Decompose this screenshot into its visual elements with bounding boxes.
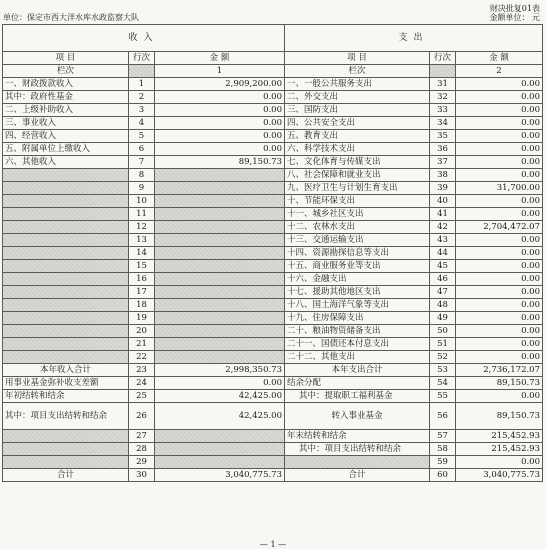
income-amount-cell [155,195,285,208]
expense-line-cell: 33 [430,104,456,117]
expense-item-cell: 十三、交通运输支出 [285,234,430,247]
table-row [3,182,543,195]
income-item-cell: 三、事业收入 [3,117,129,130]
expense-line-cell: 48 [430,299,456,312]
expense-amount-cell: 215,452.93 [456,430,543,443]
income-amount-cell [155,338,285,351]
income-item-cell [3,456,129,469]
expense-col-index: 2 [456,65,543,78]
income-line-cell: 13 [129,234,155,247]
expense-item-cell: 其中：提取职工福利基金 [285,390,430,403]
expense-line-cell: 59 [430,456,456,469]
income-amount-cell [155,234,285,247]
expense-item-cell: 十七、援助其他地区支出 [285,286,430,299]
income-amount-cell: 0.00 [155,377,285,390]
expense-item-cell [285,456,430,469]
expense-line-cell: 50 [430,325,456,338]
expense-amount-cell: 2,704,472.07 [456,221,543,234]
table-row [3,351,543,364]
income-amount-cell: 0.00 [155,143,285,156]
income-line-cell: 10 [129,195,155,208]
income-item-cell: 五、附属单位上缴收入 [3,143,129,156]
expense-amount-cell: 0.00 [456,234,543,247]
table-row [3,247,543,260]
expense-amount-cell: 0.00 [456,208,543,221]
income-item-cell: 本年收入合计 [3,364,129,377]
expense-section-header: 支出 [285,25,543,52]
income-amount-cell: 0.00 [155,104,285,117]
income-item-cell [3,325,129,338]
expense-item-cell: 本年支出合计 [285,364,430,377]
hatched-cell [430,65,456,78]
income-line-cell: 6 [129,143,155,156]
income-item-cell [3,273,129,286]
expense-line-cell: 40 [430,195,456,208]
hatched-cell [129,65,155,78]
amount-unit: 金额单位： 元 [489,13,540,22]
income-line-cell: 12 [129,221,155,234]
income-line-cell: 7 [129,156,155,169]
table-row [3,78,543,91]
income-line-header: 行次 [129,52,155,65]
income-line-cell: 26 [129,403,155,430]
expense-line-cell: 46 [430,273,456,286]
expense-amount-cell: 0.00 [456,156,543,169]
table-row [3,325,543,338]
table-row [3,130,543,143]
income-line-cell: 1 [129,78,155,91]
table-row [3,208,543,221]
expense-amount-cell: 0.00 [456,91,543,104]
expense-item-cell: 十五、商业服务业等支出 [285,260,430,273]
income-amount-cell [155,430,285,443]
expense-line-cell: 49 [430,312,456,325]
expense-item-cell: 八、社会保障和就业支出 [285,169,430,182]
expense-line-cell: 35 [430,130,456,143]
expense-item-cell: 六、科学技术支出 [285,143,430,156]
income-item-cell [3,312,129,325]
table-row [3,104,543,117]
expense-item-cell: 十九、住房保障支出 [285,312,430,325]
income-line-cell: 3 [129,104,155,117]
income-amount-cell [155,273,285,286]
table-row [3,273,543,286]
expense-amount-cell: 0.00 [456,286,543,299]
income-item-cell [3,260,129,273]
expense-amount-cell: 2,736,172.07 [456,364,543,377]
income-lanci-label: 栏次 [3,65,129,78]
income-line-cell: 5 [129,130,155,143]
expense-item-cell: 其中：项目支出结转和结余 [285,443,430,456]
income-amount-cell [155,208,285,221]
income-line-cell: 25 [129,390,155,403]
expense-line-cell: 51 [430,338,456,351]
income-line-cell: 2 [129,91,155,104]
income-item-cell: 合计 [3,469,129,482]
income-amount-cell [155,299,285,312]
expense-amount-cell: 0.00 [456,312,543,325]
table-row [3,299,543,312]
income-line-cell: 17 [129,286,155,299]
income-line-cell: 27 [129,430,155,443]
table-row [3,377,543,390]
expense-amount-cell: 3,040,775.73 [456,469,543,482]
income-line-cell: 14 [129,247,155,260]
expense-item-cell: 二十一、国债还本付息支出 [285,338,430,351]
table-row [3,156,543,169]
expense-amount-cell: 215,452.93 [456,443,543,456]
income-item-cell: 六、其他收入 [3,156,129,169]
expense-amount-cell: 0.00 [456,130,543,143]
income-amount-cell [155,351,285,364]
page-number: — 1 — [259,540,287,549]
table-row [3,286,543,299]
income-amount-cell: 2,998,350.73 [155,364,285,377]
income-amount-cell [155,182,285,195]
table-row [3,443,543,456]
expense-amount-cell: 0.00 [456,273,543,286]
income-amount-cell [155,312,285,325]
expense-item-cell: 二十二、其他支出 [285,351,430,364]
income-line-cell: 16 [129,273,155,286]
table-row [3,117,543,130]
expense-item-cell: 转入事业基金 [285,403,430,430]
table-row [3,221,543,234]
table-body [3,78,543,482]
expense-amount-cell: 0.00 [456,195,543,208]
income-amount-cell [155,169,285,182]
expense-item-cell: 十二、农林水支出 [285,221,430,234]
expense-item-cell: 合计 [285,469,430,482]
income-item-cell: 其中：政府性基金 [3,91,129,104]
expense-line-cell: 44 [430,247,456,260]
income-item-cell: 用事业基金弥补收支差额 [3,377,129,390]
expense-amount-cell: 0.00 [456,260,543,273]
income-amount-cell [155,286,285,299]
expense-lanci-label: 栏次 [285,65,430,78]
expense-line-cell: 41 [430,208,456,221]
table-row [3,456,543,469]
expense-line-cell: 54 [430,377,456,390]
expense-item-cell: 十、节能环保支出 [285,195,430,208]
income-item-cell [3,208,129,221]
expense-amount-cell: 0.00 [456,169,543,182]
income-item-cell [3,169,129,182]
table-row [3,169,543,182]
expense-line-cell: 53 [430,364,456,377]
income-item-cell [3,286,129,299]
expense-line-cell: 37 [430,156,456,169]
expense-item-cell: 七、文化体育与传媒支出 [285,156,430,169]
income-item-header: 项 目 [3,52,129,65]
income-amount-cell [155,247,285,260]
expense-line-cell: 60 [430,469,456,482]
expense-line-cell: 39 [430,182,456,195]
expense-line-cell: 32 [430,91,456,104]
income-line-cell: 21 [129,338,155,351]
income-line-cell: 28 [129,443,155,456]
expense-line-header: 行次 [430,52,456,65]
expense-item-cell: 五、教育支出 [285,130,430,143]
income-line-cell: 8 [129,169,155,182]
income-line-cell: 23 [129,364,155,377]
expense-amount-cell: 0.00 [456,351,543,364]
income-item-cell [3,430,129,443]
expense-amount-cell: 0.00 [456,247,543,260]
expense-amount-cell: 0.00 [456,390,543,403]
expense-line-cell: 58 [430,443,456,456]
expense-item-cell: 四、公共安全支出 [285,117,430,130]
income-item-cell: 二、上级补助收入 [3,104,129,117]
income-item-cell: 一、财政拨款收入 [3,78,129,91]
income-amount-cell [155,456,285,469]
expense-amount-cell: 89,150.73 [456,403,543,430]
expense-line-cell: 55 [430,390,456,403]
expense-item-cell: 十四、资源勘探信息等支出 [285,247,430,260]
expense-item-cell: 二十、粮油物资储备支出 [285,325,430,338]
expense-item-header: 项 目 [285,52,430,65]
form-code: 财决批复01表 [489,4,540,13]
expense-item-cell: 十一、城乡社区支出 [285,208,430,221]
expense-item-cell: 一、一般公共服务支出 [285,78,430,91]
income-line-cell: 19 [129,312,155,325]
expense-line-cell: 38 [430,169,456,182]
table-row [3,260,543,273]
income-amount-cell [155,221,285,234]
income-item-cell: 年初结转和结余 [3,390,129,403]
income-item-cell [3,351,129,364]
income-item-cell [3,195,129,208]
income-item-cell: 四、经营收入 [3,130,129,143]
expense-line-cell: 47 [430,286,456,299]
income-amount-cell: 3,040,775.73 [155,469,285,482]
income-line-cell: 9 [129,182,155,195]
table-row [3,338,543,351]
income-amount-cell: 42,425.00 [155,390,285,403]
income-item-cell [3,234,129,247]
income-line-cell: 4 [129,117,155,130]
expense-item-cell: 二、外交支出 [285,91,430,104]
expense-amount-cell: 31,700.00 [456,182,543,195]
expense-amount-cell: 0.00 [456,299,543,312]
expense-line-cell: 42 [430,221,456,234]
income-amount-cell: 42,425.00 [155,403,285,430]
income-amount-cell: 89,150.73 [155,156,285,169]
income-item-cell [3,443,129,456]
table-row [3,403,543,430]
table-row [3,430,543,443]
income-line-cell: 24 [129,377,155,390]
income-line-cell: 29 [129,456,155,469]
table-row [3,312,543,325]
table-row [3,143,543,156]
income-item-cell [3,247,129,260]
expense-line-cell: 56 [430,403,456,430]
income-line-cell: 22 [129,351,155,364]
expense-line-cell: 31 [430,78,456,91]
income-line-cell: 11 [129,208,155,221]
income-amount-cell: 0.00 [155,117,285,130]
income-amount-cell [155,443,285,456]
income-line-cell: 20 [129,325,155,338]
expense-item-cell: 十八、国土海洋气象等支出 [285,299,430,312]
expense-amount-header: 金 额 [456,52,543,65]
expense-item-cell: 年末结转和结余 [285,430,430,443]
income-item-cell [3,338,129,351]
income-item-cell [3,221,129,234]
expense-item-cell: 结余分配 [285,377,430,390]
income-amount-cell [155,325,285,338]
table-row [3,234,543,247]
expense-item-cell: 十六、金融支出 [285,273,430,286]
income-amount-cell: 2,909,200.00 [155,78,285,91]
income-line-cell: 30 [129,469,155,482]
reporting-unit: 单位：保定市西大洋水库水政监察大队 [3,13,139,22]
expense-line-cell: 52 [430,351,456,364]
expense-amount-cell: 0.00 [456,338,543,351]
expense-item-cell: 九、医疗卫生与计划生育支出 [285,182,430,195]
expense-item-cell: 三、国防支出 [285,104,430,117]
income-section-header: 收入 [3,25,285,52]
expense-line-cell: 36 [430,143,456,156]
table-row [3,390,543,403]
final-accounts-table [2,24,543,482]
expense-amount-cell: 0.00 [456,78,543,91]
income-item-cell [3,182,129,195]
table-row [3,364,543,377]
table-row [3,195,543,208]
table-row [3,91,543,104]
income-line-cell: 15 [129,260,155,273]
income-col-index: 1 [155,65,285,78]
income-item-cell [3,299,129,312]
expense-amount-cell: 0.00 [456,325,543,338]
income-amount-cell [155,260,285,273]
expense-line-cell: 34 [430,117,456,130]
income-amount-cell: 0.00 [155,130,285,143]
income-line-cell: 18 [129,299,155,312]
expense-amount-cell: 89,150.73 [456,377,543,390]
expense-line-cell: 43 [430,234,456,247]
expense-line-cell: 57 [430,430,456,443]
expense-amount-cell: 0.00 [456,117,543,130]
income-amount-header: 金 额 [155,52,285,65]
expense-amount-cell: 0.00 [456,456,543,469]
expense-line-cell: 45 [430,260,456,273]
expense-amount-cell: 0.00 [456,143,543,156]
income-amount-cell: 0.00 [155,91,285,104]
expense-amount-cell: 0.00 [456,104,543,117]
table-row [3,469,543,482]
income-item-cell: 其中：项目支出结转和结余 [3,403,129,430]
